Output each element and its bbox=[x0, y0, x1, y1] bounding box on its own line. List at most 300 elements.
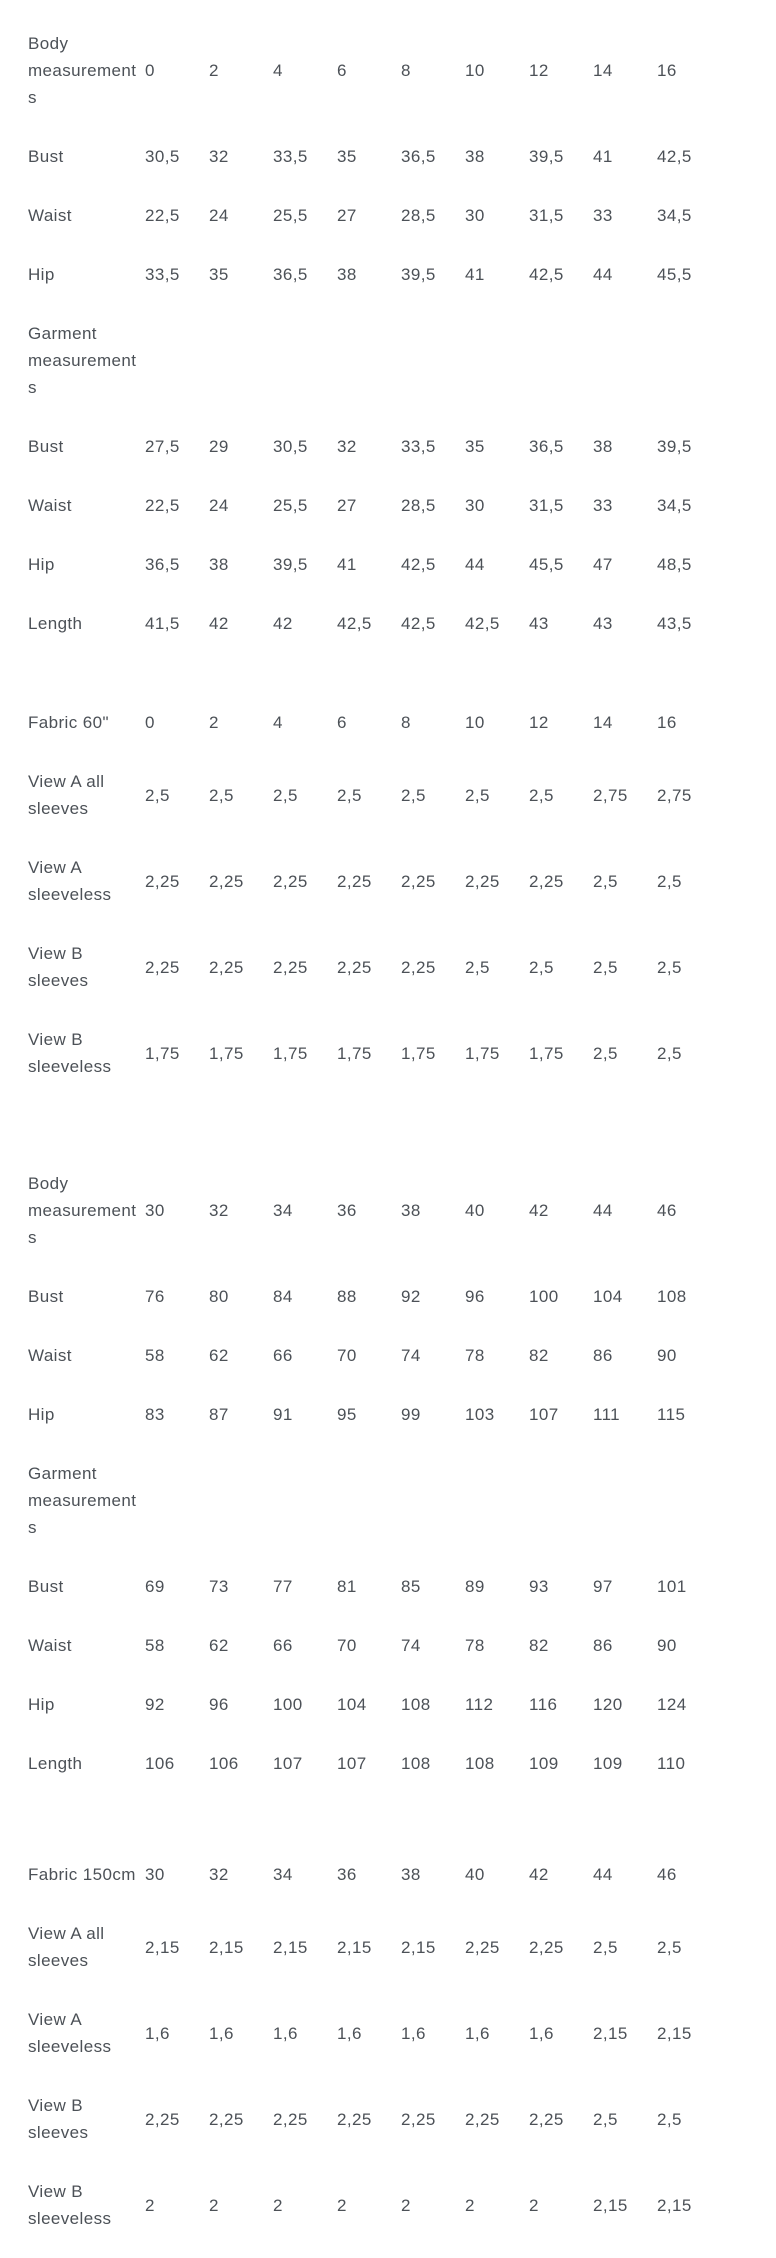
cell-value: 92 bbox=[401, 1287, 421, 1306]
row-label: Length bbox=[28, 1754, 83, 1773]
cell-value: 81 bbox=[337, 1577, 357, 1596]
table-row bbox=[0, 476, 721, 535]
cell-value: 4 bbox=[273, 713, 283, 732]
cell-value bbox=[401, 304, 465, 417]
cell-value bbox=[529, 1444, 593, 1557]
cell-value: 2,15 bbox=[593, 2195, 628, 2215]
cell-value: 39,5 bbox=[273, 555, 308, 574]
table-row bbox=[0, 304, 721, 417]
cell-value: 70 bbox=[337, 1346, 357, 1365]
cell-value: 2,25 bbox=[209, 2109, 244, 2129]
cell-value: 82 bbox=[529, 1636, 549, 1655]
cell-value: 108 bbox=[401, 1754, 431, 1773]
cell-value: 2,15 bbox=[593, 2023, 628, 2043]
cell-value: 84 bbox=[273, 1287, 293, 1306]
cell-value: 108 bbox=[401, 1695, 431, 1714]
row-label: Fabric 150cm bbox=[28, 1865, 136, 1884]
cell-value: 2,25 bbox=[209, 957, 244, 977]
row-label: View B sleeveless bbox=[28, 2182, 112, 2228]
cell-value: 4 bbox=[273, 61, 283, 80]
cell-value bbox=[209, 304, 273, 417]
cell-value: 101 bbox=[657, 1577, 687, 1596]
cell-value: 2,25 bbox=[529, 871, 564, 891]
cell-value: 1,75 bbox=[465, 1043, 500, 1063]
cell-value: 2,25 bbox=[401, 2109, 436, 2129]
cell-value: 2 bbox=[273, 2195, 283, 2215]
cell-value: 2,25 bbox=[465, 871, 500, 891]
cell-value: 42,5 bbox=[465, 614, 500, 633]
cell-value: 2,5 bbox=[593, 871, 618, 891]
cell-value: 38 bbox=[401, 1865, 421, 1884]
row-label: Bust bbox=[28, 1577, 64, 1596]
cell-value: 41 bbox=[337, 555, 357, 574]
cell-value: 35 bbox=[209, 265, 229, 284]
cell-value bbox=[337, 304, 401, 417]
cell-value: 38 bbox=[593, 437, 613, 456]
cell-value bbox=[593, 1444, 657, 1557]
cell-value: 74 bbox=[401, 1346, 421, 1365]
cell-value: 42,5 bbox=[657, 147, 692, 166]
cell-value: 2,15 bbox=[401, 1937, 436, 1957]
cell-value: 87 bbox=[209, 1405, 229, 1424]
cell-value: 42 bbox=[209, 614, 229, 633]
cell-value: 2,15 bbox=[337, 1937, 372, 1957]
cell-value: 41 bbox=[593, 147, 613, 166]
cell-value: 47 bbox=[593, 555, 613, 574]
table-row bbox=[0, 1734, 721, 1793]
cell-value: 44 bbox=[593, 1865, 613, 1884]
row-label: Bust bbox=[28, 437, 64, 456]
cell-value: 2,5 bbox=[657, 2109, 682, 2129]
cell-value: 103 bbox=[465, 1405, 495, 1424]
cell-value: 1,6 bbox=[337, 2023, 362, 2043]
cell-value: 30 bbox=[145, 1865, 165, 1884]
cell-value: 58 bbox=[145, 1636, 165, 1655]
table-row bbox=[0, 752, 721, 838]
table-row bbox=[0, 1845, 721, 1904]
row-label: View A sleeveless bbox=[28, 2010, 112, 2056]
size-table bbox=[0, 1845, 721, 2248]
cell-value: 2,5 bbox=[337, 785, 362, 805]
cell-value: 1,6 bbox=[529, 2023, 554, 2043]
cell-value: 2,25 bbox=[337, 2109, 372, 2129]
table-row bbox=[0, 1675, 721, 1734]
cell-value: 62 bbox=[209, 1346, 229, 1365]
cell-value: 2,25 bbox=[465, 1937, 500, 1957]
cell-value: 44 bbox=[465, 555, 485, 574]
row-label: View B sleeves bbox=[28, 2096, 89, 2142]
row-label: View B sleeveless bbox=[28, 1030, 112, 1076]
cell-value: 44 bbox=[593, 1201, 613, 1220]
table-row bbox=[0, 594, 721, 653]
cell-value: 1,6 bbox=[145, 2023, 170, 2043]
cell-value: 2,5 bbox=[657, 1043, 682, 1063]
cell-value: 0 bbox=[145, 713, 155, 732]
cell-value: 42,5 bbox=[529, 265, 564, 284]
row-label: Waist bbox=[28, 1636, 72, 1655]
cell-value bbox=[401, 1444, 465, 1557]
cell-value: 42,5 bbox=[401, 614, 436, 633]
table-row bbox=[0, 693, 721, 752]
table-row bbox=[0, 838, 721, 924]
cell-value: 97 bbox=[593, 1577, 613, 1596]
cell-value: 88 bbox=[337, 1287, 357, 1306]
cell-value: 2,25 bbox=[273, 2109, 308, 2129]
cell-value: 2,25 bbox=[401, 957, 436, 977]
cell-value: 34 bbox=[273, 1201, 293, 1220]
cell-value: 2,25 bbox=[273, 871, 308, 891]
cell-value: 2,5 bbox=[593, 1937, 618, 1957]
cell-value: 106 bbox=[145, 1754, 175, 1773]
table-row bbox=[0, 245, 721, 304]
table-row bbox=[0, 127, 721, 186]
cell-value: 2,15 bbox=[657, 2023, 692, 2043]
cell-value: 1,6 bbox=[273, 2023, 298, 2043]
cell-value: 2,25 bbox=[273, 957, 308, 977]
cell-value: 90 bbox=[657, 1636, 677, 1655]
cell-value: 33,5 bbox=[273, 147, 308, 166]
cell-value: 30 bbox=[145, 1201, 165, 1220]
cell-value: 1,75 bbox=[529, 1043, 564, 1063]
cell-value: 14 bbox=[593, 713, 613, 732]
cell-value: 112 bbox=[465, 1695, 494, 1714]
cell-value: 90 bbox=[657, 1346, 677, 1365]
row-label: Body measurements bbox=[28, 1174, 137, 1247]
table-row bbox=[0, 1154, 721, 1267]
cell-value: 2 bbox=[209, 2195, 219, 2215]
cell-value: 22,5 bbox=[145, 206, 180, 225]
cell-value: 2,5 bbox=[657, 957, 682, 977]
cell-value: 0 bbox=[145, 61, 155, 80]
cell-value bbox=[273, 304, 337, 417]
cell-value bbox=[273, 1444, 337, 1557]
cell-value bbox=[657, 304, 721, 417]
cell-value: 35 bbox=[465, 437, 485, 456]
cell-value: 42 bbox=[529, 1865, 549, 1884]
cell-value: 2,25 bbox=[529, 1937, 564, 1957]
cell-value: 69 bbox=[145, 1577, 165, 1596]
row-label: Hip bbox=[28, 1695, 55, 1714]
cell-value: 42 bbox=[529, 1201, 549, 1220]
cell-value: 2,25 bbox=[529, 2109, 564, 2129]
cell-value bbox=[465, 1444, 529, 1557]
cell-value: 120 bbox=[593, 1695, 623, 1714]
row-label: View A all sleeves bbox=[28, 772, 105, 818]
cell-value: 110 bbox=[657, 1754, 686, 1773]
cell-value: 96 bbox=[465, 1287, 485, 1306]
table-row bbox=[0, 924, 721, 1010]
cell-value: 38 bbox=[401, 1201, 421, 1220]
cell-value: 30 bbox=[465, 206, 485, 225]
cell-value: 12 bbox=[529, 713, 549, 732]
table-row bbox=[0, 1904, 721, 1990]
cell-value: 66 bbox=[273, 1636, 293, 1655]
table-row bbox=[0, 535, 721, 594]
cell-value: 36 bbox=[337, 1865, 357, 1884]
cell-value: 2 bbox=[209, 713, 219, 732]
cell-value: 2,5 bbox=[529, 957, 554, 977]
cell-value: 107 bbox=[273, 1754, 303, 1773]
cell-value: 106 bbox=[209, 1754, 239, 1773]
table-row bbox=[0, 2162, 721, 2248]
cell-value: 77 bbox=[273, 1577, 293, 1596]
cell-value: 1,75 bbox=[401, 1043, 436, 1063]
cell-value: 6 bbox=[337, 61, 347, 80]
cell-value: 39,5 bbox=[657, 437, 692, 456]
cell-value: 8 bbox=[401, 61, 411, 80]
cell-value: 32 bbox=[209, 1201, 229, 1220]
cell-value bbox=[145, 304, 209, 417]
cell-value bbox=[465, 304, 529, 417]
row-label: Hip bbox=[28, 555, 55, 574]
cell-value: 1,6 bbox=[209, 2023, 234, 2043]
cell-value: 1,75 bbox=[209, 1043, 244, 1063]
cell-value: 2 bbox=[209, 61, 219, 80]
cell-value: 43,5 bbox=[657, 614, 692, 633]
cell-value: 31,5 bbox=[529, 496, 564, 515]
cell-value: 1,75 bbox=[273, 1043, 308, 1063]
cell-value: 35 bbox=[337, 147, 357, 166]
cell-value: 116 bbox=[529, 1695, 558, 1714]
cell-value: 33 bbox=[593, 496, 613, 515]
table-row bbox=[0, 14, 721, 127]
cell-value: 82 bbox=[529, 1346, 549, 1365]
table-row bbox=[0, 1990, 721, 2076]
size-table bbox=[0, 14, 721, 653]
table-row bbox=[0, 186, 721, 245]
cell-value bbox=[529, 304, 593, 417]
cell-value: 45,5 bbox=[657, 265, 692, 284]
cell-value: 93 bbox=[529, 1577, 549, 1596]
cell-value: 48,5 bbox=[657, 555, 692, 574]
cell-value: 2,25 bbox=[145, 957, 180, 977]
cell-value: 89 bbox=[465, 1577, 485, 1596]
cell-value: 109 bbox=[529, 1754, 559, 1773]
cell-value: 115 bbox=[657, 1405, 686, 1424]
cell-value: 12 bbox=[529, 61, 549, 80]
cell-value: 45,5 bbox=[529, 555, 564, 574]
row-label: Body measurements bbox=[28, 34, 137, 107]
cell-value: 78 bbox=[465, 1636, 485, 1655]
size-table bbox=[0, 693, 721, 1096]
cell-value: 111 bbox=[593, 1405, 621, 1424]
cell-value: 124 bbox=[657, 1695, 687, 1714]
cell-value: 43 bbox=[593, 614, 613, 633]
size-table bbox=[0, 1154, 721, 1793]
cell-value: 74 bbox=[401, 1636, 421, 1655]
cell-value bbox=[209, 1444, 273, 1557]
cell-value: 58 bbox=[145, 1346, 165, 1365]
row-label: Waist bbox=[28, 1346, 72, 1365]
cell-value: 2,25 bbox=[337, 957, 372, 977]
cell-value: 2,15 bbox=[273, 1937, 308, 1957]
cell-value: 104 bbox=[337, 1695, 367, 1714]
cell-value: 43 bbox=[529, 614, 549, 633]
cell-value bbox=[657, 1444, 721, 1557]
cell-value: 2,5 bbox=[145, 785, 170, 805]
cell-value: 33,5 bbox=[145, 265, 180, 284]
cell-value: 41 bbox=[465, 265, 485, 284]
cell-value: 2,15 bbox=[657, 2195, 692, 2215]
cell-value: 107 bbox=[337, 1754, 367, 1773]
cell-value: 2,5 bbox=[593, 2109, 618, 2129]
table-row bbox=[0, 1326, 721, 1385]
cell-value: 34 bbox=[273, 1865, 293, 1884]
cell-value: 32 bbox=[209, 147, 229, 166]
cell-value: 41,5 bbox=[145, 614, 180, 633]
cell-value: 62 bbox=[209, 1636, 229, 1655]
cell-value: 2,5 bbox=[401, 785, 426, 805]
row-label: Garment measurements bbox=[28, 1464, 137, 1537]
cell-value: 36,5 bbox=[145, 555, 180, 574]
table-row bbox=[0, 1616, 721, 1675]
cell-value: 91 bbox=[273, 1405, 293, 1424]
row-label: View A sleeveless bbox=[28, 858, 112, 904]
cell-value: 25,5 bbox=[273, 496, 308, 515]
cell-value: 2,5 bbox=[465, 957, 490, 977]
cell-value: 38 bbox=[337, 265, 357, 284]
cell-value: 24 bbox=[209, 206, 229, 225]
cell-value: 70 bbox=[337, 1636, 357, 1655]
row-label: Bust bbox=[28, 147, 64, 166]
cell-value: 6 bbox=[337, 713, 347, 732]
row-label: View A all sleeves bbox=[28, 1924, 105, 1970]
table-row bbox=[0, 1557, 721, 1616]
cell-value: 100 bbox=[273, 1695, 303, 1714]
cell-value: 32 bbox=[209, 1865, 229, 1884]
cell-value: 78 bbox=[465, 1346, 485, 1365]
cell-value: 109 bbox=[593, 1754, 623, 1773]
cell-value: 2 bbox=[337, 2195, 347, 2215]
cell-value: 39,5 bbox=[529, 147, 564, 166]
cell-value: 2,5 bbox=[593, 957, 618, 977]
row-label: Hip bbox=[28, 265, 55, 284]
row-label: Hip bbox=[28, 1405, 55, 1424]
cell-value: 2,5 bbox=[273, 785, 298, 805]
cell-value: 28,5 bbox=[401, 496, 436, 515]
row-label: Waist bbox=[28, 496, 72, 515]
cell-value: 40 bbox=[465, 1865, 485, 1884]
cell-value: 107 bbox=[529, 1405, 559, 1424]
cell-value: 2,25 bbox=[337, 871, 372, 891]
cell-value: 27 bbox=[337, 496, 357, 515]
cell-value: 108 bbox=[657, 1287, 687, 1306]
cell-value: 2,15 bbox=[209, 1937, 244, 1957]
cell-value: 1,6 bbox=[401, 2023, 426, 2043]
cell-value: 86 bbox=[593, 1346, 613, 1365]
cell-value: 8 bbox=[401, 713, 411, 732]
cell-value: 14 bbox=[593, 61, 613, 80]
cell-value: 83 bbox=[145, 1405, 165, 1424]
cell-value: 25,5 bbox=[273, 206, 308, 225]
cell-value: 100 bbox=[529, 1287, 559, 1306]
cell-value: 2,5 bbox=[657, 1937, 682, 1957]
cell-value: 16 bbox=[657, 61, 677, 80]
cell-value: 34,5 bbox=[657, 206, 692, 225]
cell-value: 2,25 bbox=[465, 2109, 500, 2129]
cell-value: 66 bbox=[273, 1346, 293, 1365]
cell-value: 2,5 bbox=[529, 785, 554, 805]
cell-value: 2,25 bbox=[209, 871, 244, 891]
cell-value: 34,5 bbox=[657, 496, 692, 515]
cell-value: 22,5 bbox=[145, 496, 180, 515]
cell-value: 38 bbox=[465, 147, 485, 166]
cell-value: 42 bbox=[273, 614, 293, 633]
cell-value bbox=[337, 1444, 401, 1557]
row-label: Length bbox=[28, 614, 83, 633]
table-row bbox=[0, 1010, 721, 1096]
cell-value: 30 bbox=[465, 496, 485, 515]
cell-value: 30,5 bbox=[273, 437, 308, 456]
cell-value: 42,5 bbox=[401, 555, 436, 574]
cell-value: 2,5 bbox=[657, 871, 682, 891]
cell-value: 96 bbox=[209, 1695, 229, 1714]
cell-value bbox=[145, 1444, 209, 1557]
cell-value: 10 bbox=[465, 61, 485, 80]
row-label: Bust bbox=[28, 1287, 64, 1306]
cell-value: 46 bbox=[657, 1865, 677, 1884]
cell-value: 31,5 bbox=[529, 206, 564, 225]
cell-value: 29 bbox=[209, 437, 229, 456]
cell-value: 42,5 bbox=[337, 614, 372, 633]
table-row bbox=[0, 1444, 721, 1557]
cell-value: 33,5 bbox=[401, 437, 436, 456]
cell-value: 16 bbox=[657, 713, 677, 732]
table-row bbox=[0, 1267, 721, 1326]
cell-value: 32 bbox=[337, 437, 357, 456]
cell-value: 2,75 bbox=[593, 785, 628, 805]
cell-value: 27,5 bbox=[145, 437, 180, 456]
row-label: View B sleeves bbox=[28, 944, 89, 990]
row-label: Fabric 60" bbox=[28, 713, 109, 732]
cell-value: 1,6 bbox=[465, 2023, 490, 2043]
cell-value: 2,25 bbox=[401, 871, 436, 891]
cell-value: 2,15 bbox=[145, 1937, 180, 1957]
cell-value: 80 bbox=[209, 1287, 229, 1306]
cell-value: 2 bbox=[401, 2195, 411, 2215]
cell-value: 36,5 bbox=[529, 437, 564, 456]
table-row bbox=[0, 417, 721, 476]
cell-value: 99 bbox=[401, 1405, 421, 1424]
cell-value: 44 bbox=[593, 265, 613, 284]
cell-value: 2 bbox=[465, 2195, 475, 2215]
cell-value: 30,5 bbox=[145, 147, 180, 166]
cell-value: 36,5 bbox=[401, 147, 436, 166]
table-row bbox=[0, 1385, 721, 1444]
cell-value: 1,75 bbox=[337, 1043, 372, 1063]
cell-value: 38 bbox=[209, 555, 229, 574]
cell-value: 85 bbox=[401, 1577, 421, 1596]
cell-value: 104 bbox=[593, 1287, 623, 1306]
cell-value: 27 bbox=[337, 206, 357, 225]
row-label: Waist bbox=[28, 206, 72, 225]
cell-value: 92 bbox=[145, 1695, 165, 1714]
cell-value: 86 bbox=[593, 1636, 613, 1655]
cell-value: 36,5 bbox=[273, 265, 308, 284]
cell-value: 36 bbox=[337, 1201, 357, 1220]
cell-value: 33 bbox=[593, 206, 613, 225]
cell-value: 108 bbox=[465, 1754, 495, 1773]
cell-value: 46 bbox=[657, 1201, 677, 1220]
cell-value: 2 bbox=[529, 2195, 539, 2215]
row-label: Garment measurements bbox=[28, 324, 137, 397]
table-row bbox=[0, 2076, 721, 2162]
cell-value: 2,25 bbox=[145, 2109, 180, 2129]
cell-value: 73 bbox=[209, 1577, 229, 1596]
cell-value: 2,75 bbox=[657, 785, 692, 805]
size-chart bbox=[0, 14, 776, 2248]
cell-value: 10 bbox=[465, 713, 485, 732]
